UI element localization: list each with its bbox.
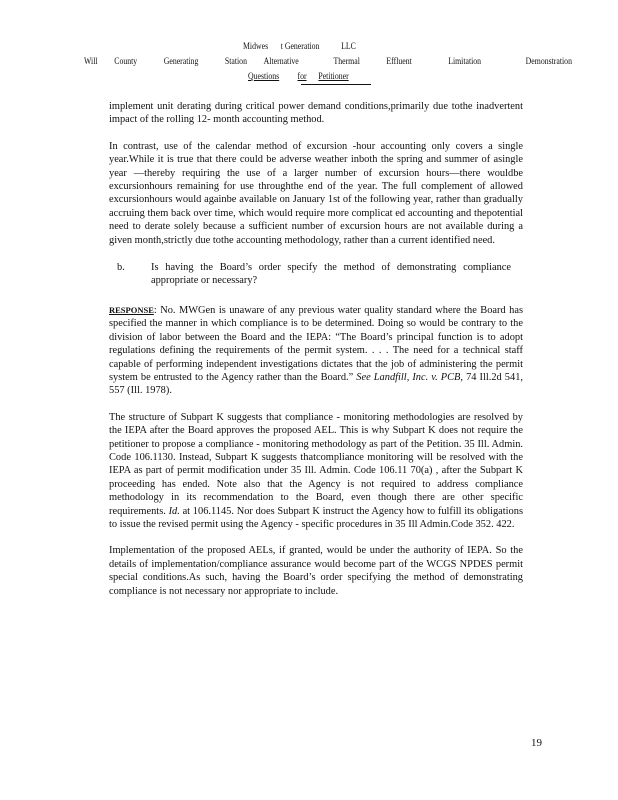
header-word: Questions: [248, 72, 280, 82]
header-word: Demonstration: [525, 57, 572, 67]
id-citation: Id.: [168, 505, 180, 517]
paragraph-calendar-method: In contrast, use of the calendar method of excursion -hour accounting only covers a single year.While it is true that there could be adverse weather inboth the spring and summer of asingle year —thereby requiring the use of a larger number of excursion hours—there wouldbe excursionhours remaining for use throughthe end of the year. The full complement of allowed excursionhours would againbe available on January 1st of the following year, rather than gradually accruing them back over time, which would require more complicat ed accounting and thepotential need to derate solely because a sufficient number of excursion hours are not available during a given month,strictly due tothe accounting methodology, rather than a current identified need.: [109, 140, 523, 246]
header-word: Alternative: [263, 57, 299, 67]
paragraph-derating: implement unit derating during critical power demand conditions,primarily due tothe inadvertent impact of the rolling 12- month accounting method.: [109, 101, 523, 126]
header-word: Thermal: [333, 57, 360, 67]
header-word: LLC: [341, 42, 356, 52]
document-body: [109, 100, 523, 611]
response-text: : No. MWGen is unaware of any previous water quality standard where the Board has specified the manner in which compliance is to be determined. Doing so would be contrary to the division of labor between the Board and the IEPA: “The Board’s principal function is to adopt regulations defining the requirements of the permit system. . . . The need for a technical staff capable of performing independent investigations dictates that the job of administering the permit system be entrusted to the Agency rather than the Board.”: [109, 304, 523, 383]
header-word: Limitation: [448, 57, 482, 67]
citation-reporter: , 74 Ill.2d 541, 557 (Ill. 1978).: [109, 371, 523, 397]
case-citation: See Landfill, Inc. v. PCB: [356, 371, 461, 383]
question-b: [117, 261, 523, 288]
subpart-k-text-continued: at 106.1145. Nor does Subpart K instruct the Agency how to fulfill its obligations to issue the revised permit using the Agency - specific procedures in 35 Ill Admin.Code 352. 422.: [109, 505, 523, 530]
header-line-2: [84, 57, 572, 68]
header-word: Generating: [163, 57, 199, 67]
header-word: Effluent: [386, 57, 412, 67]
header-word: t Generation: [280, 42, 320, 52]
paragraph-subpart-k: [109, 411, 523, 532]
header-word: Petitioner: [318, 72, 349, 82]
header-word: for: [297, 72, 307, 82]
header-word: Station: [224, 57, 247, 67]
header-word: Midwes: [243, 42, 269, 52]
header-underline: [301, 84, 371, 85]
header-word: Will: [84, 57, 98, 67]
page-number: 19: [531, 737, 542, 749]
header-word: County: [114, 57, 138, 67]
question-text: Is having the Board’s order specify the method of demonstrating compliance appropriate or necessary?: [151, 262, 511, 287]
header-line-3: [248, 72, 349, 83]
subpart-k-text: The structure of Subpart K suggests that compliance - monitoring methodologies are resolved by the IEPA after the Board approves the proposed AEL. This is why Subpart K does not require the petitioner to propose a compliance - monitoring methodology as part of the Petition. 35 Ill. Admin. Code 106.1130. Instead, Subpart K suggests thatcompliance monitoring will be resolved with the IEPA as part of permit modification under 35 Ill. Admin. Code 106.11 70(a) , after the Subpart K proceeding has ended. Note also that the Agency is not required to address compliance methodology in its recommendation to the Board, even though there are other specific requirements.: [109, 411, 523, 517]
question-letter: b.: [117, 262, 125, 274]
response-label: RESPONSE: [109, 304, 154, 315]
header-line-1: [243, 42, 356, 53]
paragraph-response: [109, 304, 523, 398]
paragraph-implementation: Implementation of the proposed AELs, if granted, would be under the authority of IEPA. So the details of implementation/compliance assurance would become part of the WCGS NPDES permit special conditions.As such, having the Board’s order specifying the method of demonstrating compliance is not necessary nor appropriate to include.: [109, 545, 523, 597]
